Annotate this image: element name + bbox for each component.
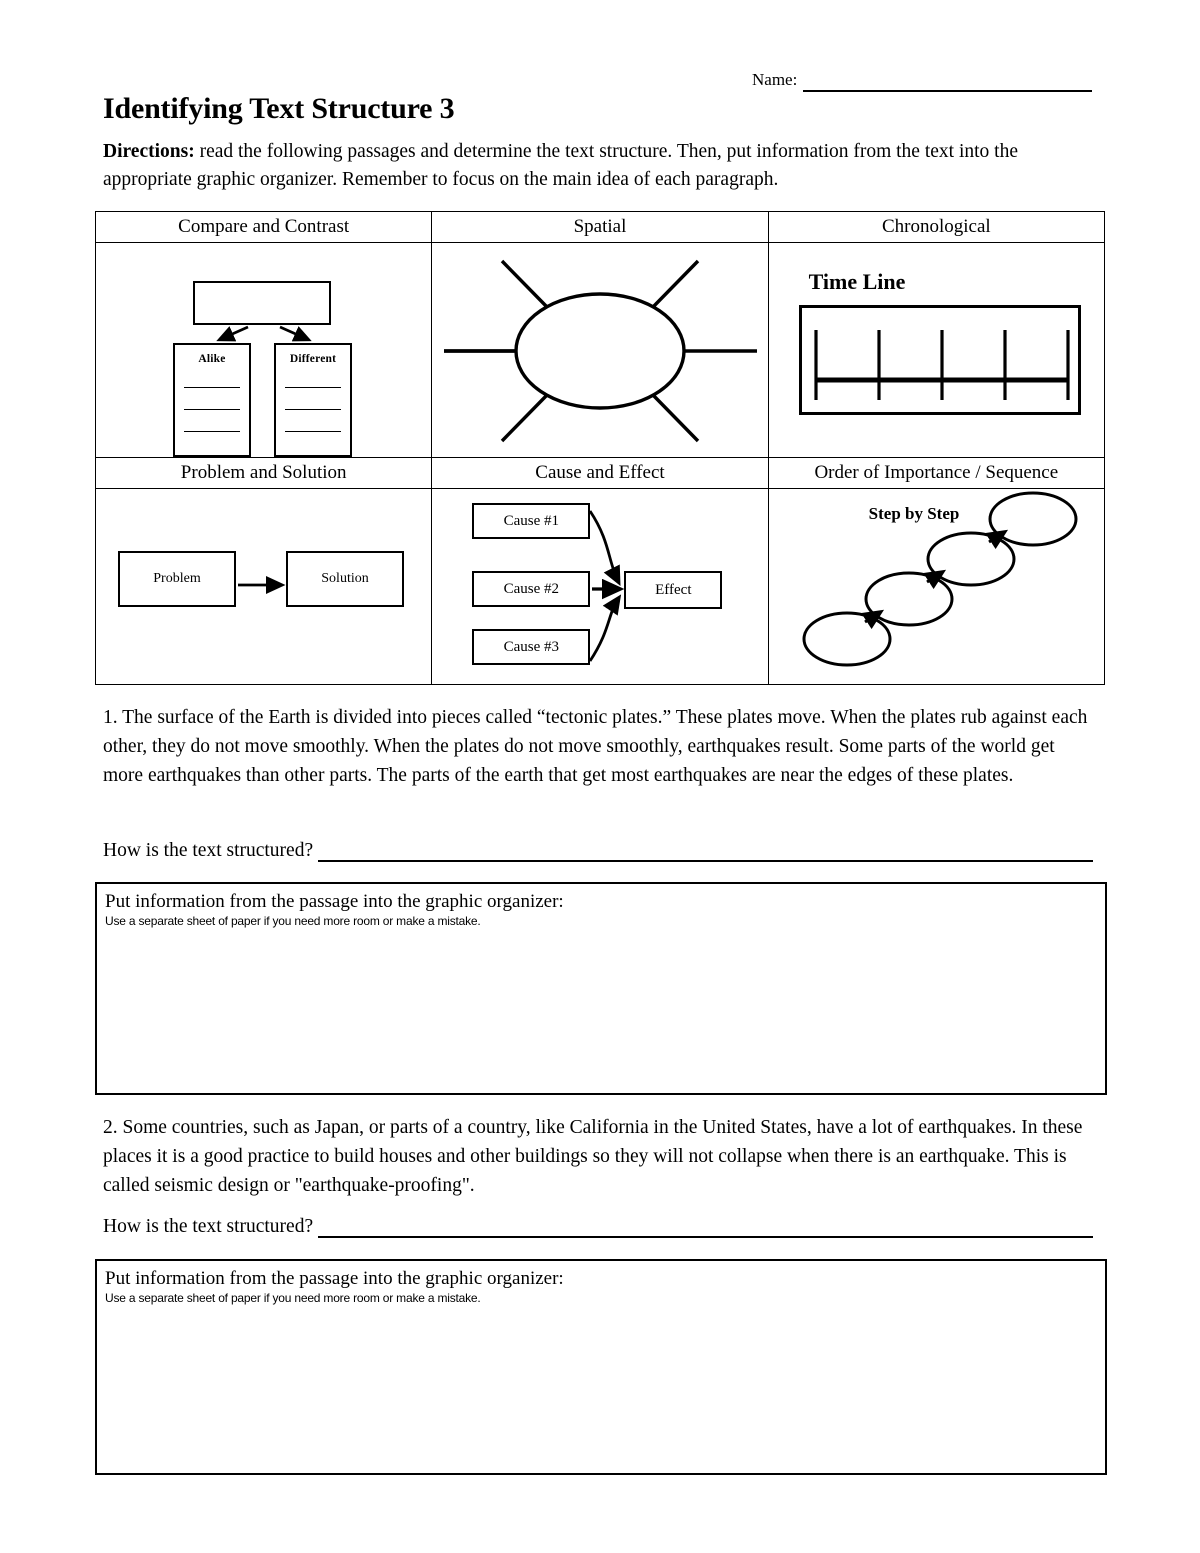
organizer-header-chronological: Chronological [768,212,1104,243]
different-write-line[interactable] [285,387,341,388]
step-by-step-diagram[interactable] [769,489,1105,685]
passage-2-text: 2. Some countries, such as Japan, or parts of a country, like California in the United States, have a lot of earthquakes. In these places it is a good practice to build houses and other buildings so they will not collapse when there is an earthquake. This is called seismic design or "earthquake-proofing". [103,1117,1083,1196]
cause-2-box[interactable]: Cause #2 [472,571,590,607]
problem-box[interactable]: Problem [118,551,236,607]
passage-1-text: 1. The surface of the Earth is divided into pieces called “tectonic plates.” These plates move. When the plates rub against each other, they do not move smoothly. When the plates do not move smoothly, earthquakes result. Some parts of the world get more earthquakes than other parts. The parts of the earth that get most earthquakes are near the edges of these plates. [103,707,1088,786]
organizer-header-problem-solution: Problem and Solution [96,458,432,489]
name-label: Name: [752,70,798,89]
organizer-header-row-1 [96,212,1105,243]
page-title: Identifying Text Structure 3 [103,92,455,125]
name-write-line[interactable] [803,76,1092,92]
compare-contrast-arrows [96,243,436,458]
spatial-web-diagram[interactable] [432,243,768,458]
timeline-title: Time Line [808,269,906,294]
solution-box[interactable]: Solution [286,551,404,607]
cause-3-box[interactable]: Cause #3 [472,629,590,665]
organizer-cell-chronological [768,243,1104,458]
organizer-cell-order-importance [768,489,1104,685]
structure-answer-line[interactable] [318,842,1093,862]
directions-text [103,138,1093,194]
organizer-header-spatial: Spatial [432,212,768,243]
structure-question-label: How is the text structured? [103,1216,314,1237]
different-label: Different [289,353,337,365]
organizer-cell-cause-effect [432,489,768,685]
organizer-header-cause-effect: Cause and Effect [432,458,768,489]
cause-1-box[interactable]: Cause #1 [472,503,590,539]
graphic-organizer-table [95,211,1105,685]
organizer-cell-problem-solution [96,489,432,685]
different-write-line[interactable] [285,409,341,410]
alike-label: Alike [198,353,226,365]
structure-question-2 [103,1216,1093,1238]
directions-body: read the following passages and determine the text structure. Then, put information from the text into the appropriate graphic organizer. Remember to focus on the main idea of each paragraph. [103,141,1018,190]
answer-box-2-title: Put information from the passage into the graphic organizer: [105,1268,564,1289]
answer-box-2[interactable] [95,1259,1107,1475]
answer-box-1-title: Put information from the passage into the graphic organizer: [105,891,564,912]
organizer-header-order-importance: Order of Importance / Sequence [768,458,1104,489]
timeline-axis [769,243,1105,458]
structure-question-label: How is the text structured? [103,840,314,861]
structure-answer-line[interactable] [318,1218,1093,1238]
answer-box-1-subtitle: Use a separate sheet of paper if you need more room or make a mistake. [105,914,481,928]
organizer-header-compare-contrast: Compare and Contrast [96,212,432,243]
organizer-header-row-2 [96,458,1105,489]
organizer-cell-compare-contrast [96,243,432,458]
alike-write-line[interactable] [184,431,240,432]
alike-write-line[interactable] [184,409,240,410]
problem-solution-arrow [96,489,432,685]
alike-write-line[interactable] [184,387,240,388]
answer-box-2-subtitle: Use a separate sheet of paper if you need more room or make a mistake. [105,1291,481,1305]
organizer-diagram-row-2 [96,489,1105,685]
compare-contrast-alike-box[interactable] [173,343,251,457]
effect-box[interactable]: Effect [624,571,722,609]
answer-box-1[interactable] [95,882,1107,1095]
different-write-line[interactable] [285,431,341,432]
organizer-diagram-row-1 [96,243,1105,458]
directions-label: Directions: [103,141,195,162]
name-field-row [752,70,1092,92]
structure-question-1 [103,840,1093,862]
compare-contrast-topic-box[interactable] [193,281,331,325]
compare-contrast-different-box[interactable] [274,343,352,457]
step-by-step-title: Step by Step [868,504,960,523]
organizer-cell-spatial [432,243,768,458]
